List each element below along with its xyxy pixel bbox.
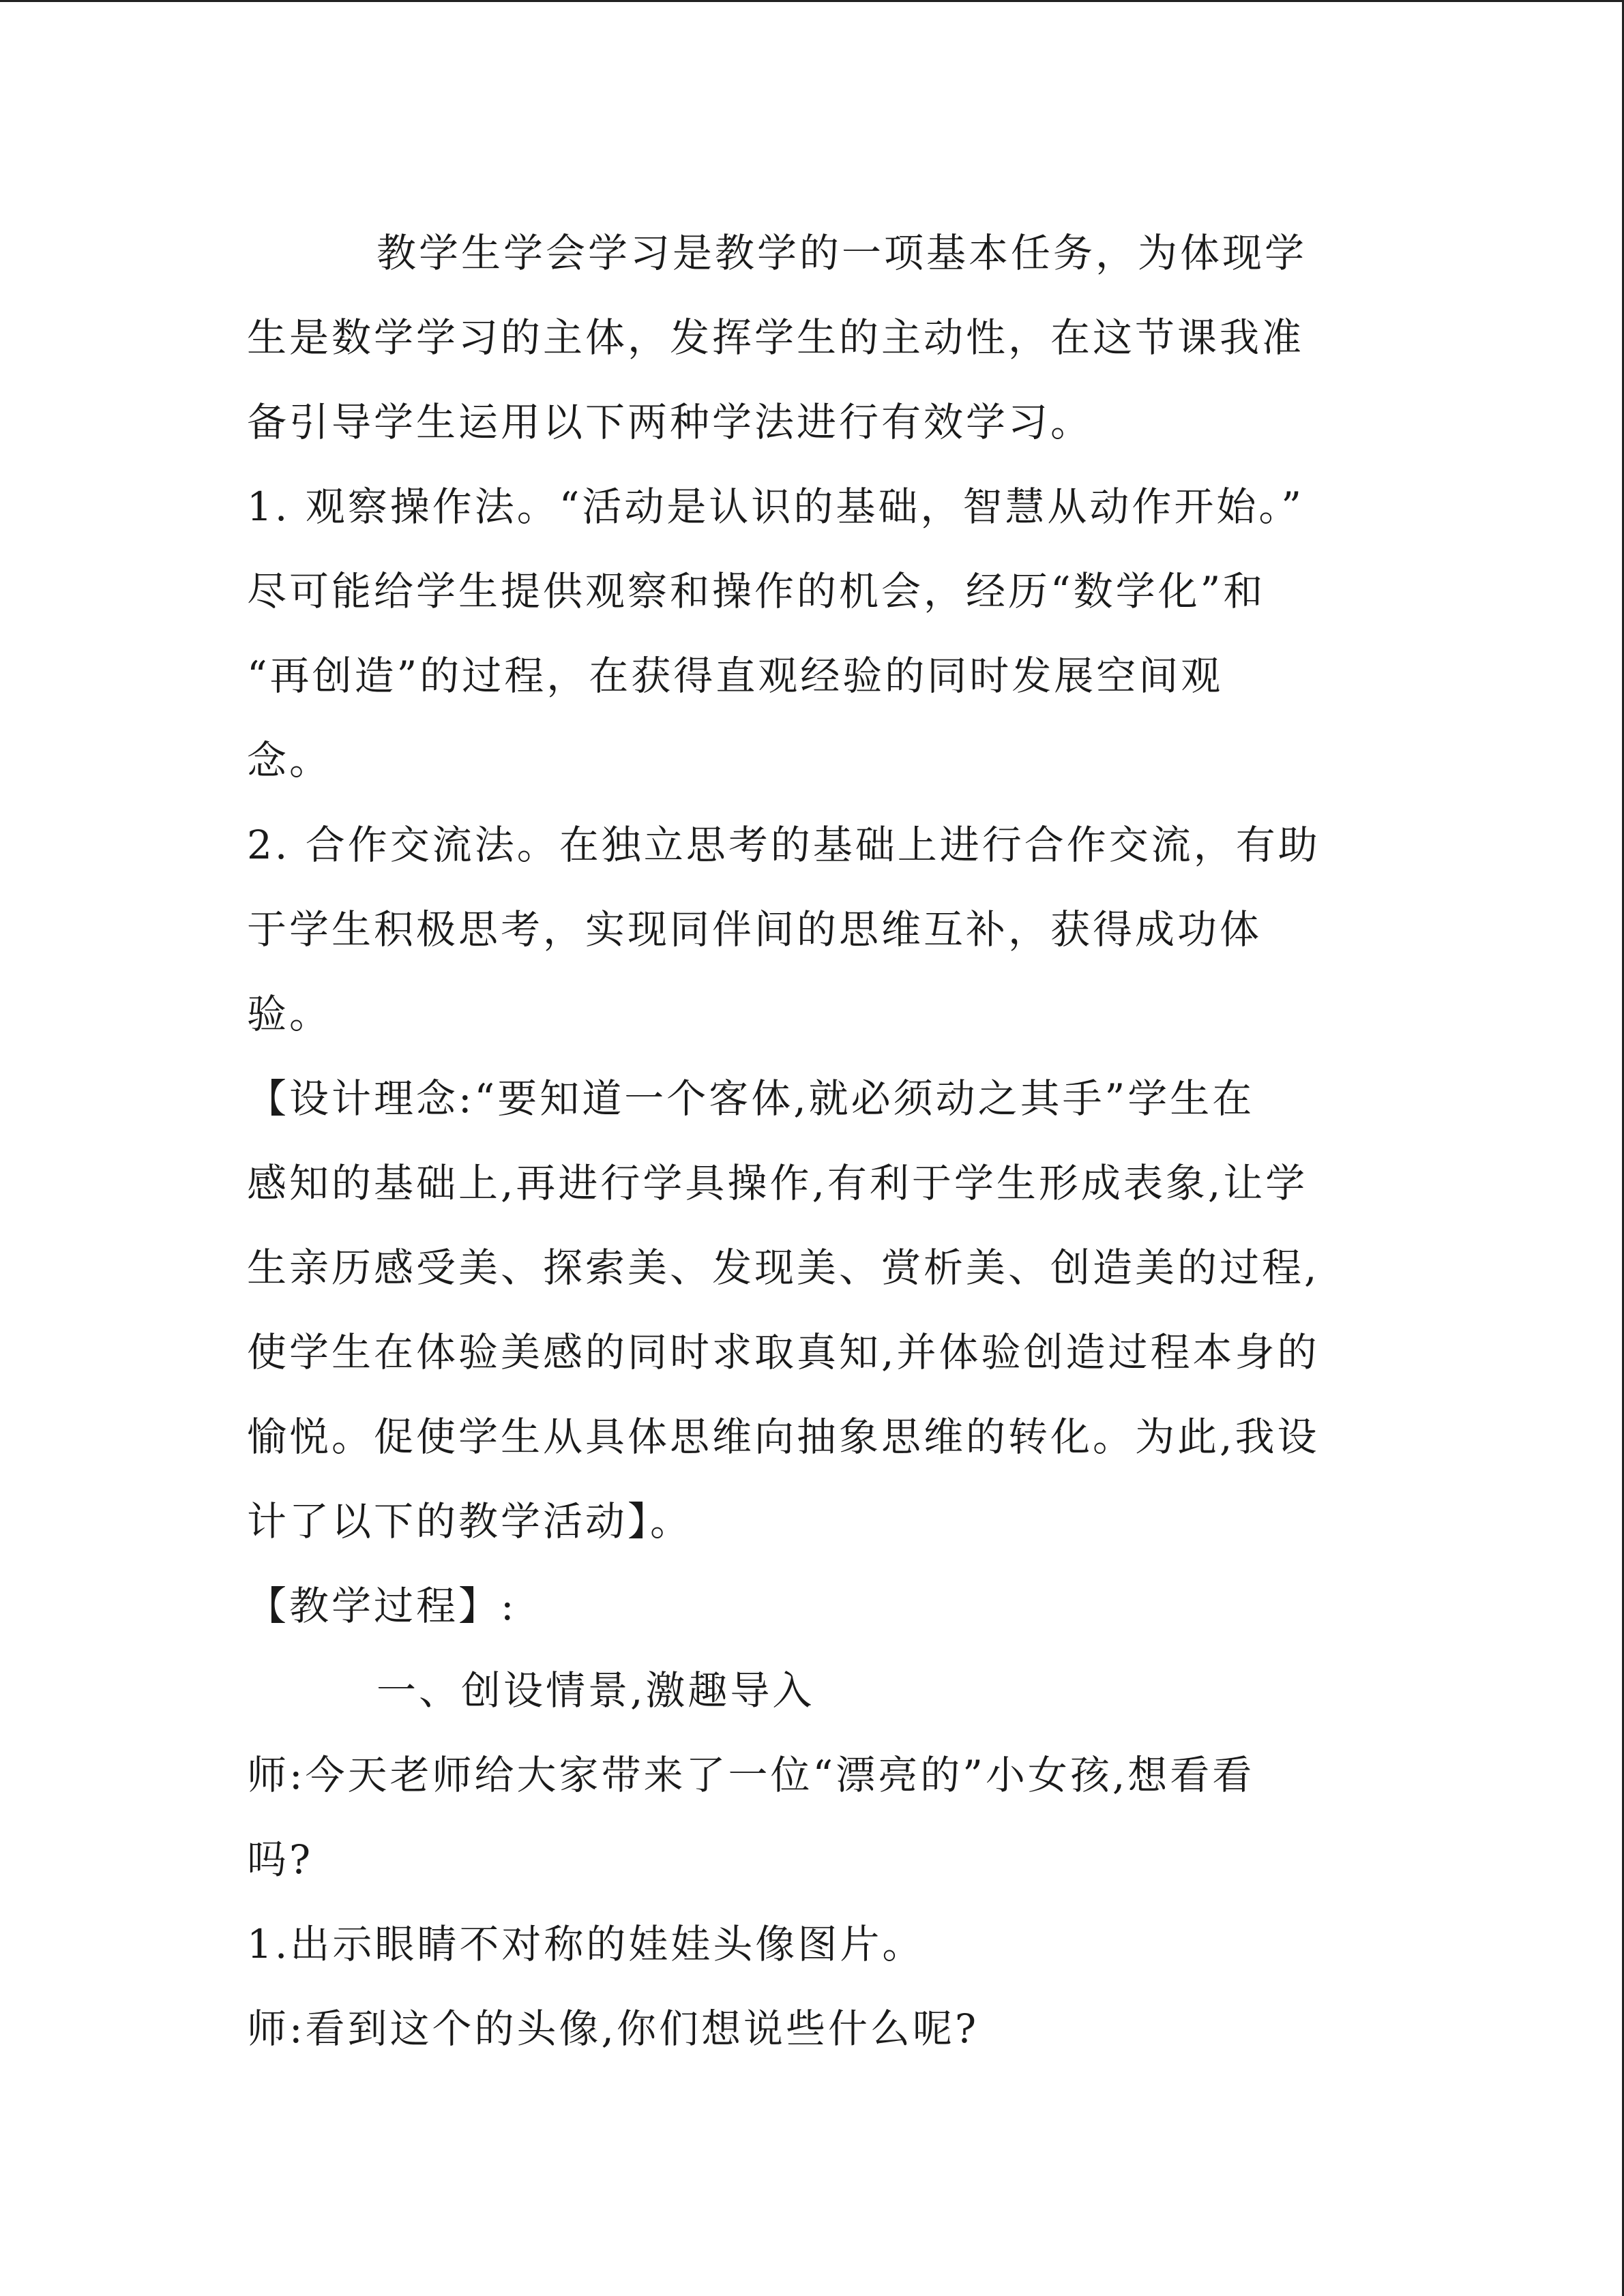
paragraph-method-2 <box>247 803 1378 1056</box>
text-line: 备引导学生运用以下两种学法进行有效学习。 <box>247 399 1093 445</box>
text-line: 尽可能给学生提供观察和操作的机会，经历“数学化”和 <box>247 568 1266 614</box>
paragraph-design-concept <box>247 1056 1378 1564</box>
text-line: 1. 观察操作法。“活动是认识的基础，智慧从动作开始。” <box>247 483 1305 530</box>
text-line: 验。 <box>247 991 332 1037</box>
text-line: 教学生学会学习是教学的一项基本任务，为体现学 <box>377 230 1308 276</box>
text-line: 【教学过程】: <box>247 1583 517 1629</box>
text-line: 【设计理念:“要知道一个客体,就必须动之其手”学生在 <box>247 1075 1255 1122</box>
text-line: 生亲历感受美、探索美、发现美、赏析美、创造美的过程, <box>247 1244 1320 1291</box>
text-line: 生是数学学习的主体，发挥学生的主动性，在这节课我准 <box>247 314 1305 361</box>
document-body <box>247 211 1378 2071</box>
text-line: 使学生在体验美感的同时求取真知,并体验创造过程本身的 <box>247 1329 1320 1375</box>
text-line: 一、创设情景,激趣导入 <box>377 1667 815 1714</box>
text-line: 于学生积极思考，实现同伴间的思维互补，获得成功体 <box>247 906 1263 953</box>
text-line: 师:看到这个的头像,你们想说些什么呢? <box>247 2006 979 2052</box>
paragraph-intro <box>247 211 1378 464</box>
paragraph-step-1 <box>247 1902 1378 1986</box>
text-line: “再创造”的过程，在获得直观经验的同时发展空间观 <box>247 653 1224 699</box>
text-line: 1.出示眼睛不对称的娃娃头像图片。 <box>247 1921 925 1967</box>
heading-teaching-process <box>247 1564 1378 1648</box>
text-line: 感知的基础上,再进行学具操作,有利于学生形成表象,让学 <box>247 1160 1308 1206</box>
text-line: 计了以下的教学活动】。 <box>247 1498 693 1545</box>
text-line: 2. 合作交流法。在独立思考的基础上进行合作交流，有助 <box>247 822 1320 868</box>
heading-section-1 <box>247 1648 1378 1733</box>
text-line: 念。 <box>247 737 332 784</box>
text-line: 吗? <box>247 1836 314 1883</box>
text-line: 愉悦。促使学生从具体思维向抽象思维的转化。为此,我设 <box>247 1414 1320 1460</box>
paragraph-method-1 <box>247 464 1378 803</box>
paragraph-teacher-1 <box>247 1733 1378 1902</box>
paragraph-teacher-2 <box>247 1986 1378 2071</box>
text-line: 师:今天老师给大家带来了一位“漂亮的”小女孩,想看看 <box>247 1752 1255 1798</box>
